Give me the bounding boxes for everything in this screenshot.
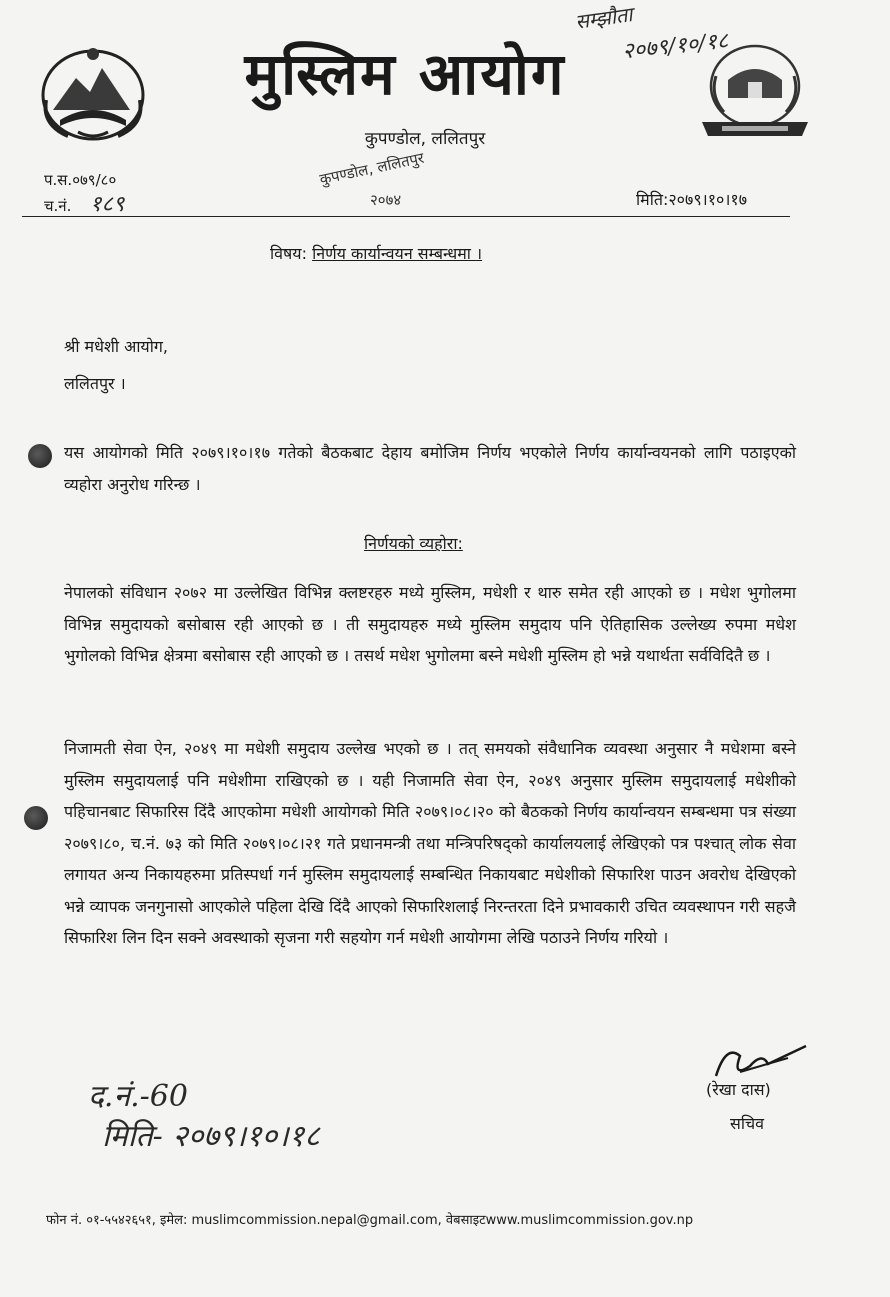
handwritten-registration-date: मिति- २०७९।१०।१८ (102, 1119, 320, 1154)
handwritten-top-note: सम्झौता (573, 2, 634, 34)
nepal-emblem-icon (38, 40, 148, 145)
recipient-name: श्री मधेशी आयोग, (64, 337, 168, 356)
header-divider (22, 216, 790, 217)
punch-hole-icon (24, 806, 48, 830)
signatory-name: (रेखा दास) (706, 1080, 771, 1099)
footer-contact: फोन नं. ०१-५५४२६५१, इमेल: muslimcommission.nepal@gmail.com, वेबसाइटwww.muslimcommission.gov.np (46, 1213, 694, 1228)
subject-text: निर्णय कार्यान्वयन सम्बन्धमा । (312, 244, 483, 263)
stamp-year: २०७४ (370, 191, 402, 209)
dispatch-number-label: च.नं. (44, 197, 72, 215)
office-address: कुपण्डोल, ललितपुर (364, 129, 486, 149)
page-title: मुस्लिम आयोग (244, 40, 566, 108)
stamp-text: कुपण्डोल, ललितपुर (317, 148, 426, 189)
handwritten-top-date: २०७९/१०/१८ (621, 28, 730, 65)
body-paragraph-1: नेपालको संविधान २०७२ मा उल्लेखित विभिन्न क्लष्टरहरु मध्ये मुस्लिम, मधेशी र थारु समेत रही आएको छ । मधेश भुगोलमा विभिन्न समुदायको बसोबास रही आएको छ । ती समुदायहरु मध्ये मुस्लिम समुदाय पनि ऐतिहासिक उल्लेख्य रुपमा मधेश भुगोलको विभिन्न क्षेत्रमा बसोबास रही आएको छ । तसर्थ मधेश भुगोलमा बस्ने मधेशी मुस्लिम हो भन्ने यथार्थता सर्वविदितै छ । (64, 583, 796, 665)
subject-label: विषय: (270, 244, 307, 263)
reference-number: प.स.०७९/८० (44, 171, 117, 189)
handwritten-registration-number: द.नं.-60 (88, 1079, 188, 1114)
letter-date: मिति:२०७९।१०।१७ (636, 190, 748, 209)
signatory-title: सचिव (730, 1114, 765, 1133)
intro-paragraph: यस आयोगको मिति २०७९।१०।१७ गतेको बैठकबाट देहाय बमोजिम निर्णय भएकोले निर्णय कार्यान्वयनको लागि पठाइएको व्यहोरा अनुरोध गरिन्छ । (64, 443, 796, 494)
recipient-location: ललितपुर । (64, 374, 126, 393)
dispatch-number-value: १८९ (90, 192, 125, 217)
subject-line (270, 242, 482, 264)
punch-hole-icon (28, 444, 52, 468)
decision-heading: निर्णयको व्यहोरा: (364, 534, 463, 553)
body-paragraph-2: निजामती सेवा ऐन, २०४९ मा मधेशी समुदाय उल्लेख भएको छ । तत् समयको संवैधानिक व्यवस्था अनुसार नै मधेशमा बस्ने मुस्लिम समुदायलाई पनि मधेशीमा राखिएको छ । यही निजामति सेवा ऐन, २०४९ अनुसार मुस्लिम समुदायलाई मधेशीको पहिचानबाट सिफारिस दिंदै आएकोमा मधेशी आयोगको मिति २०७९।०८।२० को बैठकको निर्णय कार्यान्वयन सम्बन्धमा पत्र संख्या २०७९।८०, च.नं. ७३ को मिति २०७९।०८।२१ गते प्रधानमन्त्री तथा मन्त्रिपरिषद्को कार्यालयलाई लेखिएको पत्र पश्चात् लोक सेवा लगायत अन्य निकायहरुमा प्रतिस्पर्धा गर्न मुस्लिम समुदायलाई सम्बन्धित निकायबाट मधेशीको सिफारिश पाउन अवरोध देखिएको भन्ने व्यापक जनगुनासो आएकोले पहिला देखि दिंदै आएको सिफारिशलाई निरन्तरता दिने प्रभावकारी उचित व्यवस्थापन गरी सहजै सिफारिश लिन दिन सक्ने अवस्थाको सृजना गरी सहयोग गर्न मधेशी आयोगमा लेखि पठाउने निर्णय गरियो । (64, 739, 796, 947)
